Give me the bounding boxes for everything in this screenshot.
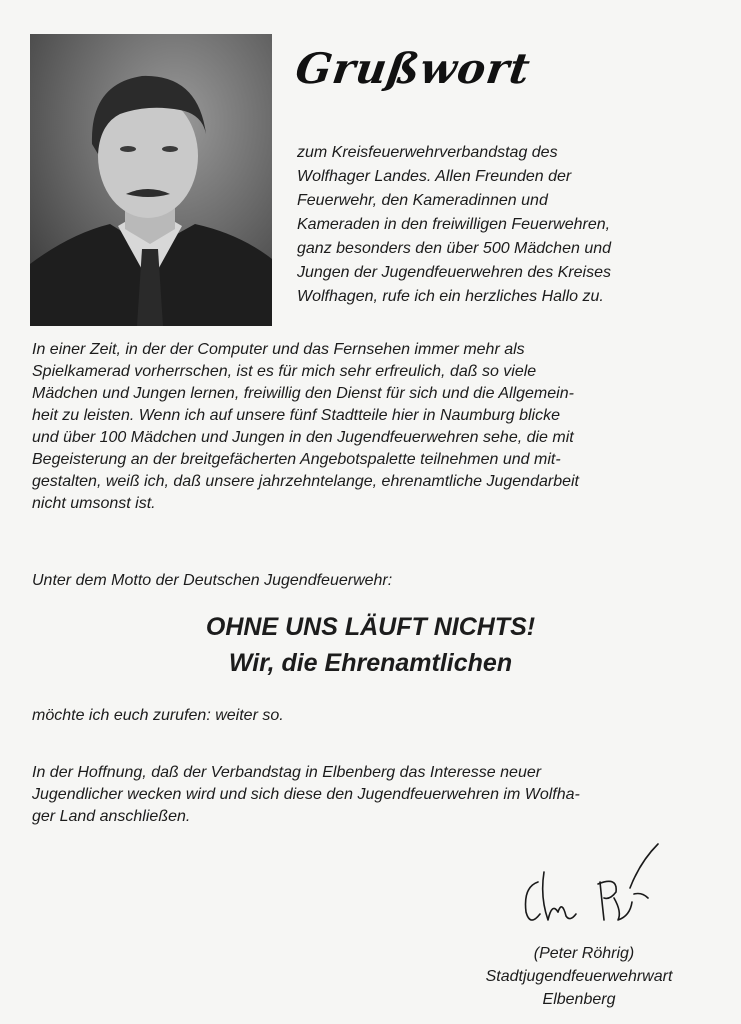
paragraph-line: ger Land anschließen. [32, 808, 191, 825]
intro-line: Wolfhagen, rufe ich ein herzliches Hallo zu. [297, 288, 604, 305]
portrait-image [30, 34, 272, 326]
paragraph-3 [32, 762, 712, 828]
paragraph-line: heit zu leisten. Wenn ich auf unsere fünf Stadtteile hier in Naumburg blicke [32, 407, 560, 424]
signer-name: (Peter Röhrig) [533, 945, 635, 962]
intro-paragraph [297, 141, 722, 309]
paragraph-line: Begeisterung an der breitgefächerten Angebotspalette teilnehmen und mit- [32, 451, 561, 468]
signer-title: Stadtjugendfeuerwehrwart [485, 968, 673, 985]
handwritten-signature [518, 842, 668, 928]
paragraph-2: möchte ich euch zurufen: weiter so. [32, 707, 284, 724]
intro-line: Kameraden in den freiwilligen Feuerwehren, [297, 216, 611, 233]
paragraph-line: In der Hoffnung, daß der Verbandstag in Elbenberg das Interesse neuer [32, 764, 542, 781]
intro-line: Jungen der Jugendfeuerwehren des Kreises [297, 264, 611, 281]
paragraph-line: Spielkamerad vorherrschen, ist es für mich sehr erfreulich, daß so viele [32, 363, 537, 380]
intro-line: Wolfhager Landes. Allen Freunden der [297, 168, 572, 185]
signer-place: Elbenberg [542, 991, 616, 1008]
paragraph-line: Mädchen und Jungen lernen, freiwillig den Dienst für sich und die Allgemein- [32, 385, 574, 402]
paragraph-line: gestalten, weiß ich, daß unsere jahrzehntelange, ehrenamtliche Jugendarbeit [32, 473, 579, 490]
slogan-line-2: Wir, die Ehrenamtlichen [228, 649, 513, 677]
signature-block [449, 942, 709, 1011]
paragraph-line: Jugendlicher wecken wird und sich diese den Jugendfeuerwehren im Wolfha- [32, 786, 580, 803]
motto-intro: Unter dem Motto der Deutschen Jugendfeuerwehr: [32, 572, 393, 589]
paragraph-line: In einer Zeit, in der der Computer und das Fernsehen immer mehr als [32, 341, 525, 358]
paragraph-line: und über 100 Mädchen und Jungen in den Jugendfeuerwehren sehe, die mit [32, 429, 574, 446]
intro-line: ganz besonders den über 500 Mädchen und [297, 240, 612, 257]
paragraph-line: nicht umsonst ist. [32, 495, 156, 512]
portrait-photo [30, 34, 272, 326]
paragraph-1 [32, 339, 712, 515]
intro-line: zum Kreisfeuerwehrverbandstag des [297, 144, 558, 161]
slogan-line-1: OHNE UNS LÄUFT NICHTS! [205, 613, 536, 641]
intro-line: Feuerwehr, den Kameradinnen und [297, 192, 548, 209]
page-title: Grußwort [292, 44, 534, 93]
